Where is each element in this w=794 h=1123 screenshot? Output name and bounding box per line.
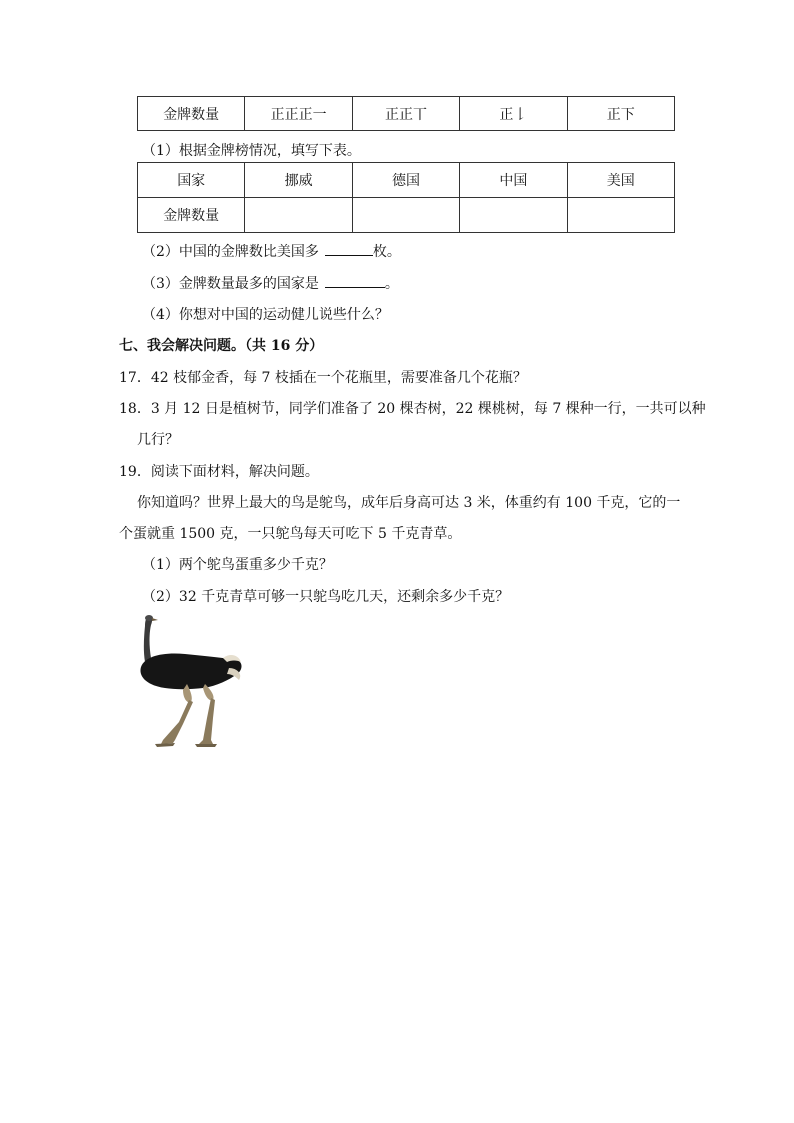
problem-17: 17．42 枝郁金香，每 7 枝插在一个花瓶里，需要准备几个花瓶？ [119,370,527,386]
tally-table [137,96,675,131]
q2-line [142,241,401,261]
tally-cell: 正正正一 [245,97,352,131]
q3-line [142,273,399,293]
country-cell: 美国 [567,163,674,198]
ostrich-image [133,612,245,748]
q2-text: （2）中国的金牌数比美国多 [142,244,319,260]
problem-18-line2: 几行？ [137,432,179,448]
fill-table [137,162,675,233]
problem-19-q1: （1）两个鸵鸟蛋重多少千克？ [142,557,333,573]
count-answer-cell[interactable] [352,198,459,233]
tally-row [138,97,675,131]
section-heading: 七、我会解决问题。（共 16 分） [119,338,324,354]
q2-suffix: 枚。 [372,244,401,260]
q2-answer-blank[interactable] [325,241,373,256]
country-cell: 中国 [460,163,567,198]
q3-suffix: 。 [384,276,399,292]
country-cell: 德国 [352,163,459,198]
problem-18-line1: 18．3 月 12 日是植树节，同学们准备了 20 棵杏树，22 棵桃树，每 7 棵种一行，一共可以种 [119,401,706,417]
problem-19-q2: （2）32 千克青草可够一只鸵鸟吃几天，还剩余多少千克？ [142,589,510,605]
count-answer-cell[interactable] [245,198,352,233]
tally-cell: 正𠄌 [460,97,567,131]
q3-answer-blank[interactable] [325,273,385,288]
reading-text-line1: 你知道吗？世界上最大的鸟是鸵鸟，成年后身高可达 3 米，体重约有 100 千克，它的一 [137,495,681,511]
fill-table-header-row [138,163,675,198]
tally-row-label: 金牌数量 [138,97,245,131]
problem-19: 19．阅读下面材料，解决问题。 [119,464,319,480]
count-row-label: 金牌数量 [138,198,245,233]
tally-cell: 正正丅 [352,97,459,131]
count-answer-cell[interactable] [567,198,674,233]
country-cell: 挪威 [245,163,352,198]
reading-text-line2: 个蛋就重 1500 克，一只鸵鸟每天可吃下 5 千克青草。 [119,526,462,542]
country-header: 国家 [138,163,245,198]
q3-text: （3）金牌数量最多的国家是 [142,276,319,292]
fill-table-count-row [138,198,675,233]
q1-instruction: （1）根据金牌榜情况，填写下表。 [142,143,361,159]
count-answer-cell[interactable] [460,198,567,233]
q4-line: （4）你想对中国的运动健儿说些什么？ [142,307,389,323]
tally-cell: 正下 [567,97,674,131]
